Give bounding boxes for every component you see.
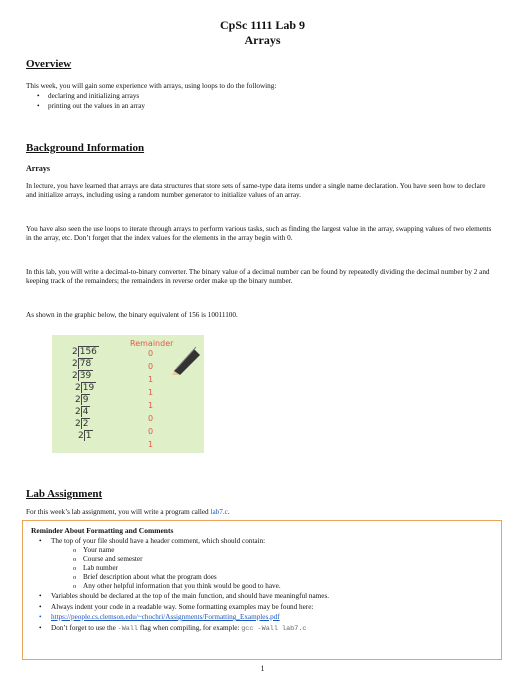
division-row: 2 19 [75,383,95,393]
overview-bullet-2: • printing out the values in an array [48,102,145,111]
division-row: 2 2 [75,419,89,429]
remainder-value: 0 [148,362,154,371]
remainder-label: Remainder [130,339,174,348]
division-row: 2 9 [75,395,89,405]
compile-command: gcc -Wall lab7.c [241,625,307,633]
binary-conversion-graphic [52,335,204,453]
page-title [0,18,525,48]
pencil-icon [170,345,202,375]
lab7-file-link[interactable]: lab7.c [210,508,228,516]
reminder-title: Reminder About Formatting and Comments [31,526,174,535]
background-heading: Background Information [26,142,145,154]
overview-intro: This week, you will gain some experience with arrays, using loops to do the following: [26,82,277,90]
lab-assignment-heading: Lab Assignment [26,488,103,500]
remainder-value: 0 [148,414,154,423]
reminder-bullet: • Always indent your code in a readable way. Some formatting examples may be found here: [51,603,313,612]
remainder-value: 1 [148,440,154,449]
reminder-bullet: • Don’t forget to use the -Wall flag when compiling, for example: gcc -Wall lab7.c [51,624,306,634]
remainder-value: 1 [148,375,154,384]
reminder-sub-item: o Any other helpful information that you think would be good to have. [83,582,281,591]
division-row: 2 4 [75,407,89,417]
division-row: 2 78 [72,359,92,369]
background-paragraph-3: In this lab, you will write a decimal-to-binary converter. The binary value of a decimal number can be found by repeatedly dividing the decimal number by 2 and keeping track of the remainders; the remainders in reverse order make up the binary number. [26,268,490,286]
reminder-bullet: • Variables should be declared at the top of the main function, and should have meaningful names. [51,592,329,601]
overview-heading: Overview [26,58,72,70]
remainder-value: 1 [148,388,154,397]
division-row: 2 156 [72,347,97,357]
remainder-value: 0 [148,349,154,358]
arrays-subheading: Arrays [26,164,50,173]
remainder-value: 0 [148,427,154,436]
division-row: 2 39 [72,371,92,381]
page-number: 1 [260,664,265,673]
reminder-sub-item: o Lab number [83,564,118,573]
remainder-value: 1 [148,401,154,410]
reminder-sub-item: o Your name [83,546,114,555]
reminder-sub-item: o Brief description about what the program does [83,573,217,582]
title-line-2: Arrays [244,33,281,47]
reminder-sub-item: o Course and semester [83,555,142,564]
background-paragraph-1: In lecture, you have learned that arrays are data structures that store sets of same-type data items under a single name declaration. You have seen how to declare and initialize arrays, including using a random number generator to initialize values of an array. [26,182,486,200]
background-paragraph-4: As shown in the graphic below, the binary equivalent of 156 is 10011100. [26,311,238,319]
formatting-examples-link[interactable]: • https://people.cs.clemson.edu/~chochri/Assignments/Formatting_Examples.pdf [51,613,280,622]
division-row: 2 1 [78,431,92,441]
lab-intro: For this week’s lab assignment, you will write a program called lab7.c. [26,508,230,516]
reminder-bullet: • The top of your file should have a header comment, which should contain: [51,537,265,546]
reminder-box [22,520,502,660]
title-line-1: CpSc 1111 Lab 9 [219,18,306,32]
background-paragraph-2: You have also seen the use loops to iterate through arrays to perform various tasks, such as finding the largest value in the array, swapping values of two elements in the array, etc. Don’t forget that the index values for the elements in the array begin with 0. [26,225,492,243]
overview-bullet-1: • declaring and initializing arrays [48,92,139,101]
